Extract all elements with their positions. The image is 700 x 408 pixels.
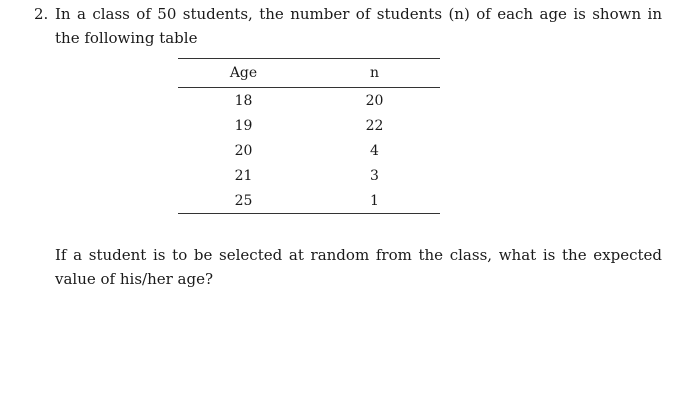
table-header-row [178, 59, 440, 88]
question-text: If a student is to be selected at random from the class, what is the expected value of his/her age? [55, 246, 662, 288]
cell-n: 1 [370, 192, 379, 209]
cell-n: 20 [365, 92, 384, 109]
problem-2 [34, 2, 662, 50]
cell-n: 3 [370, 167, 379, 184]
cell-age: 21 [234, 167, 253, 184]
table-row [178, 163, 440, 188]
cell-n: 4 [370, 142, 379, 159]
header-n: n [369, 65, 380, 81]
table-row [178, 113, 440, 138]
table-row [178, 188, 440, 214]
cell-age: 20 [234, 142, 253, 159]
cell-age: 19 [234, 117, 253, 134]
age-frequency-table [178, 58, 440, 214]
table-row [178, 88, 440, 114]
cell-age: 18 [234, 92, 253, 109]
table-row [178, 138, 440, 163]
header-age: Age [229, 65, 258, 81]
problem-intro [34, 2, 662, 50]
cell-age: 25 [234, 192, 253, 209]
problem-statement: In a class of 50 students, the number of students (n) of each age is shown in the following table [55, 5, 662, 47]
cell-n: 22 [365, 117, 384, 134]
table [178, 58, 440, 214]
problem-number: 2. [34, 5, 49, 23]
